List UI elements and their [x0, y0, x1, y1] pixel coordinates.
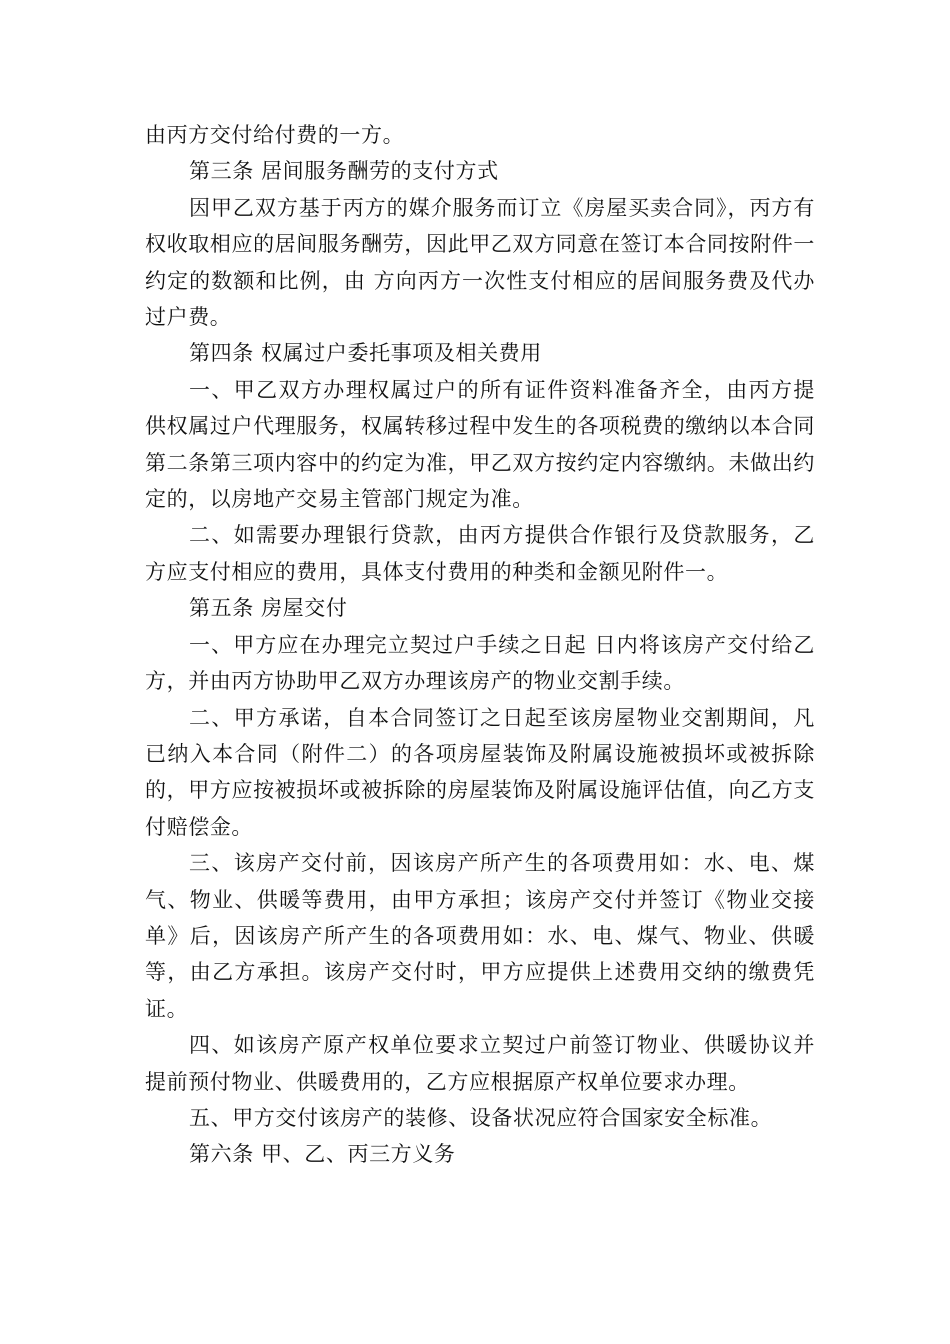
- article-5-clause-4: 四、如该房产原产权单位要求立契过户前签订物业、供暖协议并提前预付物业、供暖费用的，乙方应根据原产权单位要求办理。: [145, 1033, 815, 1094]
- contract-body: [145, 117, 815, 1173]
- article-6-heading: 第六条 甲、乙、丙三方义务: [189, 1142, 456, 1167]
- article-3-heading: 第三条 居间服务酬劳的支付方式: [189, 159, 499, 184]
- article-5-clause-5: 五、甲方交付该房产的装修、设备状况应符合国家安全标准。: [189, 1105, 773, 1130]
- article-4-clause-2: 二、如需要办理银行贷款，由丙方提供合作银行及贷款服务，乙方应支付相应的费用，具体支付费用的种类和金额见附件一。: [145, 523, 815, 584]
- article-5-clause-2: 二、甲方承诺，自本合同签订之日起至该房屋物业交割期间，凡已纳入本合同（附件二）的各项房屋装饰及附属设施被损坏或被拆除的，甲方应按被损坏或被拆除的房屋装饰及附属设施评估值，向乙方支付赔偿金。: [145, 705, 815, 839]
- article-5-heading: 第五条 房屋交付: [189, 596, 348, 621]
- paragraph-continuation: 由丙方交付给付费的一方。: [145, 123, 405, 147]
- article-3-paragraph: 因甲乙双方基于丙方的媒介服务而订立《房屋买卖合同》，丙方有权收取相应的居间服务酬劳，因此甲乙双方同意在签订本合同按附件一约定的数额和比例，由 方向丙方一次性支付相应的居间服务费及代办过户费。: [145, 195, 815, 330]
- article-4-clause-1: 一、甲乙双方办理权属过户的所有证件资料准备齐全，由丙方提供权属过户代理服务，权属转移过程中发生的各项税费的缴纳以本合同第二条第三项内容中的约定为准，甲乙双方按约定内容缴纳。未做出约定的，以房地产交易主管部门规定为准。: [145, 377, 815, 512]
- article-5-clause-3: 三、该房产交付前，因该房产所产生的各项费用如：水、电、煤气、物业、供暖等费用，由甲方承担；该房产交付并签订《物业交接单》后，因该房产所产生的各项费用如：水、电、煤气、物业、供暖等，由乙方承担。该房产交付时，甲方应提供上述费用交纳的缴费凭证。: [145, 851, 815, 1021]
- article-5-clause-1: 一、甲方应在办理完立契过户手续之日起 日内将该房产交付给乙方，并由丙方协助甲乙双方办理该房产的物业交割手续。: [145, 632, 815, 694]
- article-4-heading: 第四条 权属过户委托事项及相关费用: [189, 341, 542, 366]
